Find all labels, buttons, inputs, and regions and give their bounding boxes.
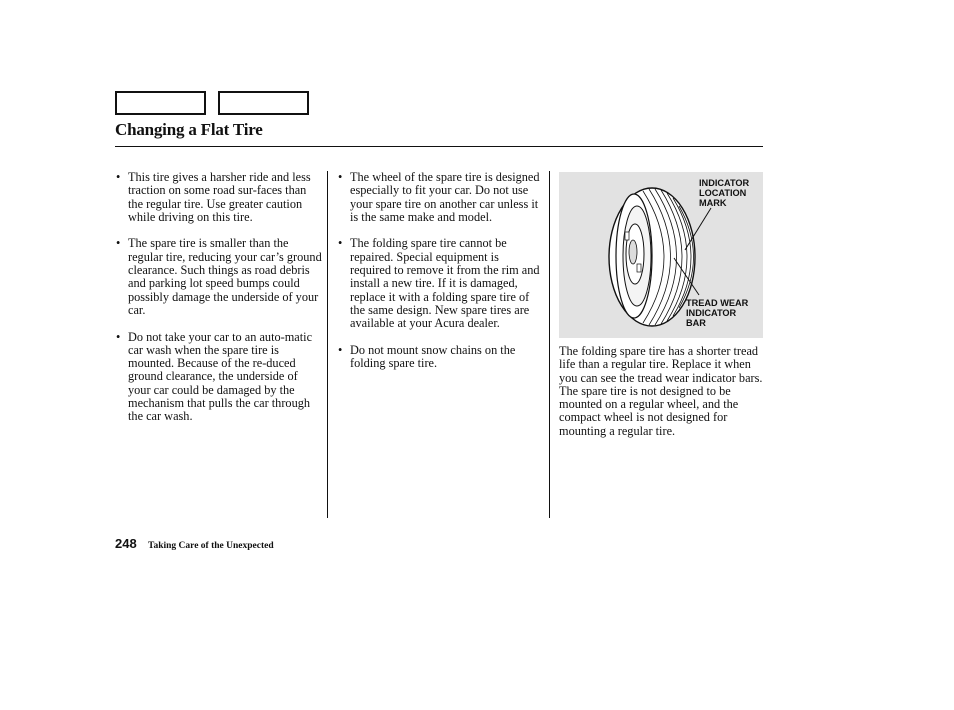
list-item: • The folding spare tire cannot be repaired. Special equipment is required to remove it from the rim and install a new tire. If it is damaged, replace it with a folding spare tire of the same design. New spare tires are available at your Acura dealer. xyxy=(338,236,540,331)
list-item: • Do not mount snow chains on the folding spare tire. xyxy=(338,342,516,371)
list-item: • The spare tire is smaller than the regular tire, reducing your car’s ground clearance. Such things as road debris and parking lot speed bumps could possibly damage the underside of your car. xyxy=(116,236,322,317)
bullet-text: The wheel of the spare tire is designed especially to fit your car. Do not use your spare tire on another car unless it is the same make and model. xyxy=(350,170,540,224)
list-item: • Do not take your car to an auto-matic car wash when the spare tire is mounted. Because of the re-duced ground clearance, the underside of your car could be damaged by the mechanism that pulls the car through the car wash. xyxy=(116,329,313,424)
header-tab-box-2 xyxy=(218,91,309,115)
section-name: Taking Care of the Unexpected xyxy=(148,541,274,551)
spare-tire-figure xyxy=(559,172,763,338)
header-tab-box-1 xyxy=(115,91,206,115)
right-paragraph: The folding spare tire has a shorter tread life than a regular tire. Replace it when you can see the tread wear indicator bars. The spare tire is not designed to be mounted on a regular wheel, and the compact wheel is not designed for mounting a regular tire. xyxy=(559,344,763,438)
indicator-location-mark-label: INDICATOR LOCATION MARK xyxy=(699,178,750,209)
bullet-text: The spare tire is smaller than the regular tire, reducing your car’s ground clearance. Such things as road debris and parking lot speed bumps could possibly damage the underside of your car. xyxy=(128,236,322,317)
bullet-text: The folding spare tire cannot be repaired. Special equipment is required to remove it from the rim and install a new tire. If it is damaged, replace it with a folding spare tire of the same design. New spare tires are available at your Acura dealer. xyxy=(350,236,540,331)
title-rule xyxy=(115,146,763,147)
page-title: Changing a Flat Tire xyxy=(115,120,263,139)
tread-wear-indicator-bar-label: TREAD WEAR INDICATOR BAR xyxy=(686,298,749,329)
bullet-text: Do not take your car to an auto-matic car wash when the spare tire is mounted. Because of the re-duced ground clearance, the underside of your car could be damaged by the mechanism that pulls the car through the car wash. xyxy=(128,329,313,424)
list-item: • This tire gives a harsher ride and less traction on some road sur-faces than the regular tire. Use greater caution while driving on this tire. xyxy=(116,170,311,224)
list-item: • The wheel of the spare tire is designed especially to fit your car. Do not use your spare tire on another car unless it is the same make and model. xyxy=(338,170,540,224)
bullet-text: Do not mount snow chains on the folding spare tire. xyxy=(350,342,516,371)
column-divider xyxy=(549,171,550,518)
left-column xyxy=(116,171,322,437)
right-column xyxy=(559,345,763,438)
column-divider xyxy=(327,171,328,518)
middle-column xyxy=(338,171,542,384)
bullet-text: This tire gives a harsher ride and less traction on some road sur-faces than the regular tire. Use greater caution while driving on this tire. xyxy=(128,170,311,224)
page-number: 248 xyxy=(115,536,137,551)
